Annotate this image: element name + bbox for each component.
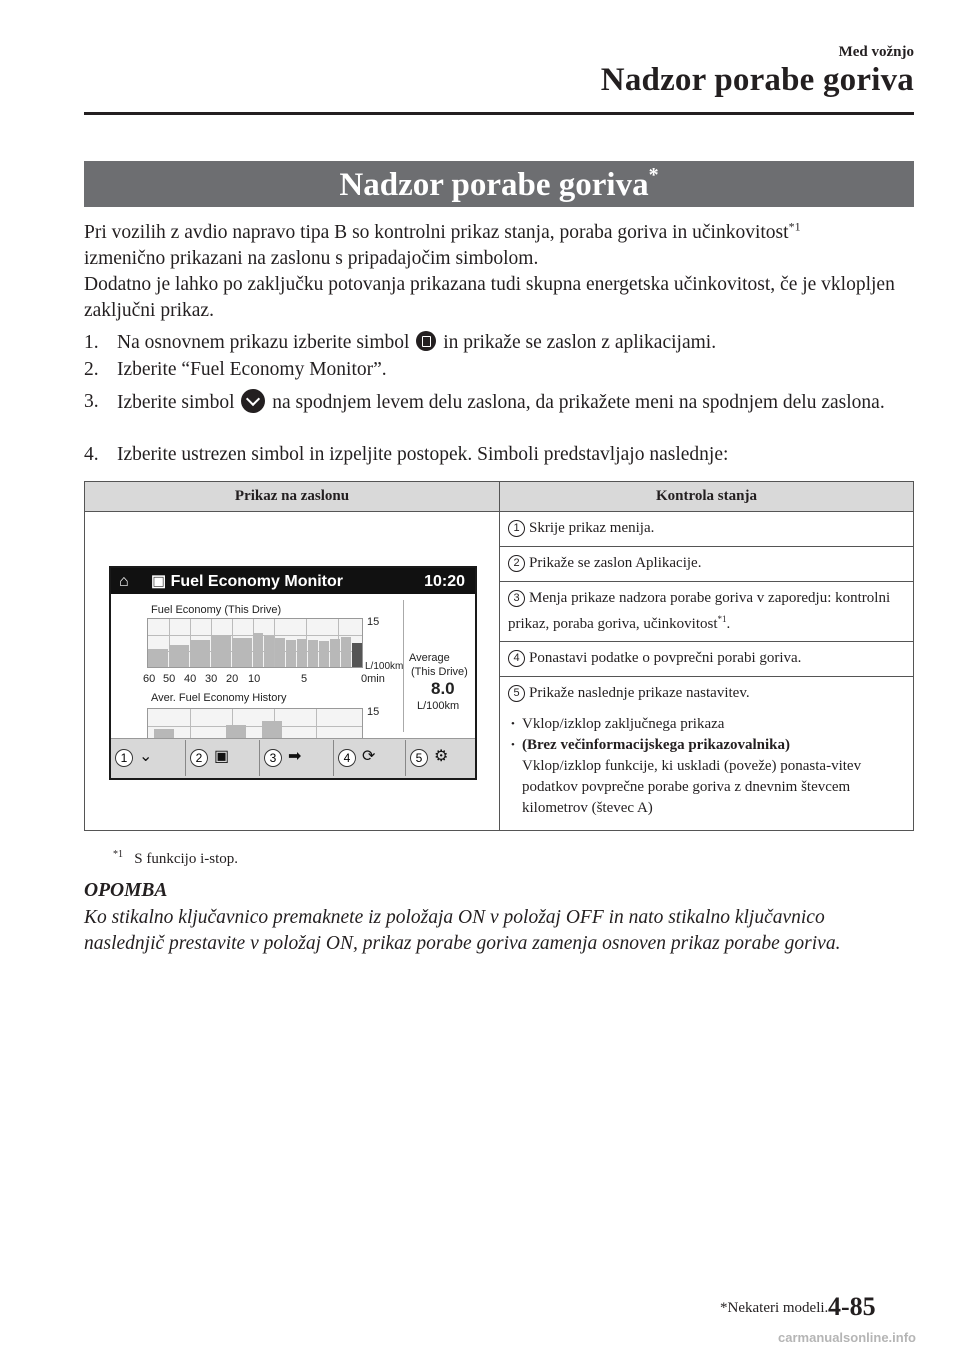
screen-clock: 10:20	[424, 573, 465, 590]
banner-title: Nadzor porabe goriva	[339, 167, 649, 203]
footnote	[113, 849, 238, 868]
step-3	[84, 389, 924, 416]
chart-bar	[232, 638, 252, 667]
x-tick: 5	[301, 673, 308, 685]
callout-number: 3	[264, 749, 282, 767]
step-text: Na osnovnem prikazu izberite simbol	[117, 332, 410, 353]
apps-icon: ▣	[214, 748, 230, 765]
bullet-bold: (Brez večinformacijskega prikazovalnika)	[522, 737, 791, 753]
step-4	[84, 442, 924, 468]
screen-title	[151, 571, 343, 592]
page-number: 4-85	[828, 1292, 876, 1321]
watermark-site: carmanualsonline.info	[778, 1330, 916, 1345]
switch-icon: ➡	[288, 748, 302, 765]
callout-number: 1	[115, 749, 133, 767]
x-tick: 40	[184, 673, 197, 685]
menu-button-settings[interactable]	[405, 740, 476, 776]
chevron-down-icon: ⌄	[139, 748, 153, 765]
control-text: Prikaže se zaslon Aplikacije.	[529, 555, 702, 571]
average-value: 8.0	[431, 679, 455, 698]
section-label: Med vožnjo	[838, 44, 914, 60]
chart-bar	[190, 640, 210, 667]
step-2	[84, 357, 924, 383]
menu-button-switch[interactable]	[259, 740, 332, 776]
chart-bar	[148, 649, 168, 667]
bullet-item	[508, 735, 905, 819]
average-sublabel: (This Drive)	[411, 666, 468, 678]
control-row-3	[500, 582, 914, 642]
control-row-5	[500, 677, 914, 831]
x-tick: 50	[163, 673, 176, 685]
control-row-1	[500, 512, 914, 547]
chart-bar	[275, 638, 285, 667]
control-text-end: .	[726, 616, 731, 632]
control-table	[84, 481, 914, 831]
menu-button-reset[interactable]	[333, 740, 404, 776]
callout-number: 4	[338, 749, 356, 767]
intro-paragraph-2: Dodatno je lahko po zaključku potovanja prikazana tudi skupna energetska učinkovitost, če je vklopljen zaključni prikaz.	[84, 274, 895, 321]
chart-bar	[264, 636, 274, 667]
control-text: Prikaže naslednje prikaze nastavitev.	[529, 685, 750, 701]
chart1-label: Fuel Economy (This Drive)	[151, 604, 282, 616]
menu-button-hide[interactable]	[111, 740, 183, 776]
screen-title-text: Fuel Economy Monitor	[170, 573, 344, 590]
grid-line	[148, 726, 362, 727]
step-1	[84, 330, 924, 356]
step-text-end: na spodnjem levem delu zaslona, da prikažete meni na spodnjem delu zaslona.	[272, 392, 885, 413]
average-unit: L/100km	[417, 700, 460, 712]
step-text: Izberite “Fuel Economy Monitor”.	[117, 359, 387, 380]
chart-bar	[330, 639, 340, 667]
menu-button-apps[interactable]	[185, 740, 258, 776]
control-text: Ponastavi podatke o povprečni porabi goriva.	[529, 650, 802, 666]
note-heading: OPOMBA	[84, 880, 168, 901]
banner-marker: *	[648, 164, 659, 186]
apps-icon	[416, 331, 436, 351]
callout-number: 5	[508, 685, 525, 702]
control-row-4	[500, 642, 914, 677]
control-row-2	[500, 547, 914, 582]
callout-number: 4	[508, 650, 525, 667]
bullet-item: • Vklop/izklop zaključnega prikaza	[508, 714, 905, 735]
apps-icon: ▣	[151, 573, 171, 590]
screen-divider	[403, 600, 404, 732]
chart-bar-current	[352, 643, 362, 667]
home-icon: ⌂	[119, 573, 129, 590]
column-header-display: Prikaz na zaslonu	[85, 482, 500, 512]
intro-text-a: Pri vozilih z avdio napravo tipa B so kontrolni prikaz stanja, poraba goriva in učinkovitost	[84, 222, 789, 243]
footnote-text: S funkcijo i-stop.	[134, 851, 238, 867]
control-text: Skrije prikaz menija.	[529, 520, 655, 536]
chart-bar	[286, 640, 296, 667]
table-row	[85, 512, 914, 547]
chart-bar	[308, 640, 318, 667]
average-label: Average	[409, 652, 450, 664]
step-text: Izberite simbol	[117, 392, 235, 413]
table-header-row	[85, 482, 914, 512]
step-number: 1.	[84, 332, 99, 353]
chevron-down-icon	[241, 389, 265, 413]
control-sup: *1	[717, 614, 727, 624]
callout-number: 5	[410, 749, 428, 767]
callout-number: 2	[190, 749, 208, 767]
chart2-ymax: 15	[367, 706, 380, 718]
chart-bar	[297, 639, 307, 667]
x-tick: 10	[248, 673, 261, 685]
screen-illustration-cell	[85, 512, 500, 831]
x-tick: 30	[205, 673, 218, 685]
chart2-label: Aver. Fuel Economy History	[151, 692, 287, 704]
screen-title-bar	[111, 568, 475, 594]
callout-number: 3	[508, 590, 525, 607]
step-text: Izberite ustrezen simbol in izpeljite postopek. Simboli predstavljajo naslednje:	[117, 444, 729, 465]
gear-icon: ⚙	[434, 748, 449, 765]
step-number: 2.	[84, 359, 99, 380]
callout-number: 1	[508, 520, 525, 537]
column-header-control: Kontrola stanja	[500, 482, 914, 512]
fuel-economy-chart	[147, 618, 363, 668]
intro-text-b: izmenično prikazani na zaslonu s pripadajočim simbolom.	[84, 248, 539, 269]
fuel-economy-screen	[109, 566, 477, 780]
reset-icon: ⟳	[362, 748, 376, 765]
footnote-marker: *1	[113, 849, 123, 860]
x-tick: 20	[226, 673, 239, 685]
step-text-end: in prikaže se zaslon z aplikacijami.	[443, 332, 717, 353]
intro-paragraph-1	[84, 220, 924, 272]
x-tick: 0min	[361, 673, 385, 685]
header-rule	[84, 112, 914, 115]
chart1-ymax: 15	[367, 616, 380, 628]
note-body: Ko stikalno ključavnico premaknete iz položaja ON v položaj OFF in nato stikalno ključavnico naslednjič prestavite v položaj ON, prikaz porabe goriva zamenja osnoven prikaz porabe goriva.	[84, 907, 841, 954]
x-tick: 60	[143, 673, 156, 685]
step-number: 4.	[84, 444, 99, 465]
control-text: Menja prikaze nadzora porabe goriva v zaporedju: kontrolni prikaz, poraba goriva, učinkovitost	[508, 590, 891, 632]
chart-bar	[169, 645, 189, 667]
chart-bar	[319, 641, 329, 667]
step-number: 3.	[84, 391, 99, 412]
section-banner	[84, 161, 914, 207]
footer-models-note: *Nekateri modeli.	[720, 1300, 829, 1316]
callout-number: 2	[508, 555, 525, 572]
chart1-unit: L/100km	[365, 661, 404, 672]
page-title: Nadzor porabe goriva	[600, 62, 914, 98]
chart-bar	[341, 637, 351, 667]
bullet-text: Vklop/izklop funkcije, ki uskladi (poveže) ponasta-vitev podatkov povprečne porabe goriva z dnevnim števcem kilometrov (števec A)	[522, 758, 862, 816]
intro-sup: *1	[788, 219, 801, 234]
chart-bar	[253, 633, 263, 667]
chart-bar	[211, 635, 231, 667]
